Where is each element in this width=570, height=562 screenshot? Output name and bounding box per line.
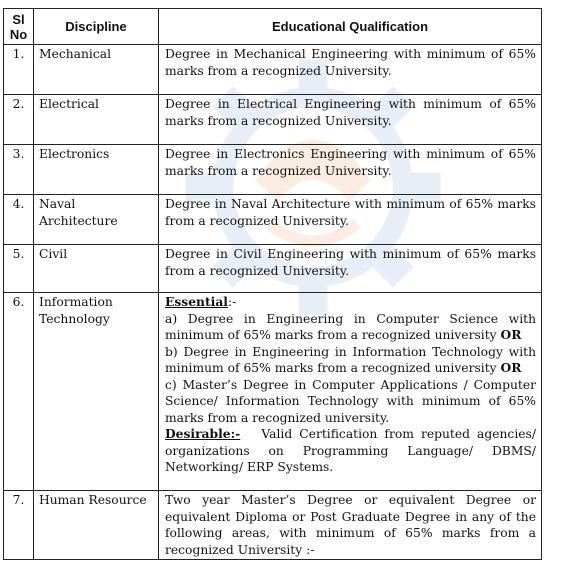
header-qualification: Educational Qualification bbox=[159, 9, 542, 45]
row-sl: 1. bbox=[4, 45, 34, 95]
desirable-label: Desirable:- bbox=[165, 426, 241, 441]
qualification-table bbox=[3, 8, 542, 560]
item-b-text: b) Degree in Engineering in Information Technology with minimum of 65% marks from a recognized university bbox=[165, 344, 536, 375]
row-sl: 6. bbox=[4, 293, 34, 491]
row-sl: 4. bbox=[4, 195, 34, 245]
row-sl: 3. bbox=[4, 145, 34, 195]
row-qualification: Degree in Civil Engineering with minimum of 65% marks from a recognized University. bbox=[159, 245, 542, 293]
table-header-row bbox=[4, 9, 542, 45]
row-qualification: Two year Master’s Degree or equivalent Degree or equivalent Diploma or Post Graduate Degree in any of the following areas, with minimum of 65% marks from a recognized University :- bbox=[159, 491, 542, 560]
row-sl: 5. bbox=[4, 245, 34, 293]
essential-item-a bbox=[165, 311, 536, 344]
table-row bbox=[4, 195, 542, 245]
desirable-block bbox=[165, 426, 536, 476]
row-discipline: Civil bbox=[34, 245, 159, 293]
essential-separator: :- bbox=[227, 295, 237, 309]
row-qualification: Degree in Electronics Engineering with minimum of 65% marks from a recognized University. bbox=[159, 145, 542, 195]
row-discipline: Electronics bbox=[34, 145, 159, 195]
row-sl: 7. bbox=[4, 491, 34, 560]
or-keyword: OR bbox=[500, 327, 522, 342]
desirable-text: Valid Certification from reputed agencies/ organizations on Programming Language/ DBMS/ Networking/ ERP Systems. bbox=[165, 427, 536, 474]
table-row bbox=[4, 491, 542, 560]
row-qualification: Degree in Naval Architecture with minimum of 65% marks from a recognized University. bbox=[159, 195, 542, 245]
table-row bbox=[4, 45, 542, 95]
row-discipline: Human Resource bbox=[34, 491, 159, 560]
row-qualification: Degree in Mechanical Engineering with minimum of 65% marks from a recognized University. bbox=[159, 45, 542, 95]
item-a-text: a) Degree in Engineering in Computer Science with minimum of 65% marks from a recognized university bbox=[165, 311, 536, 342]
row-qualification bbox=[159, 293, 542, 491]
row-sl: 2. bbox=[4, 95, 34, 145]
table-row bbox=[4, 145, 542, 195]
table-row bbox=[4, 95, 542, 145]
header-sl-no: Sl No bbox=[4, 9, 34, 45]
or-keyword: OR bbox=[500, 360, 522, 375]
table-row bbox=[4, 245, 542, 293]
row-discipline: Electrical bbox=[34, 95, 159, 145]
essential-item-b bbox=[165, 344, 536, 377]
row-discipline: Mechanical bbox=[34, 45, 159, 95]
row-qualification: Degree in Electrical Engineering with minimum of 65% marks from a recognized University. bbox=[159, 95, 542, 145]
table-row bbox=[4, 293, 542, 491]
header-discipline: Discipline bbox=[34, 9, 159, 45]
row-discipline: Information Technology bbox=[34, 293, 159, 491]
row-discipline: Naval Architecture bbox=[34, 195, 159, 245]
essential-item-c: c) Master’s Degree in Computer Applications / Computer Science/ Information Technology with minimum of 65% marks from a recognized university. bbox=[165, 377, 536, 425]
essential-heading bbox=[165, 294, 536, 311]
essential-label: Essential bbox=[165, 294, 228, 309]
